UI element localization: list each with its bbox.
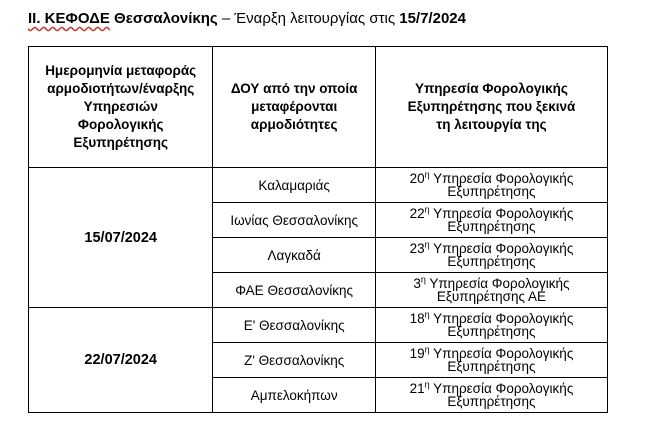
table-row bbox=[29, 168, 608, 203]
transfer-date-cell: 22/07/2024 bbox=[29, 308, 213, 413]
header-service-column: Υπηρεσία Φορολογικής Εξυπηρέτησης που ξεκινά τη λειτουργία της bbox=[375, 47, 607, 168]
heading-date: 15/7/2024 bbox=[399, 10, 466, 27]
dou-cell: Αμπελοκήπων bbox=[213, 378, 376, 413]
document-heading bbox=[28, 10, 466, 27]
service-cell: $20^\eta$ Υπηρεσία Φορολογικής Εξυπηρέτησης bbox=[375, 168, 607, 203]
dou-cell: Ιωνίας Θεσσαλονίκης bbox=[213, 203, 376, 238]
dou-cell: Ε' Θεσσαλονίκης bbox=[213, 308, 376, 343]
dou-cell: Λαγκαδά bbox=[213, 238, 376, 273]
heading-middle: – Έναρξη λειτουργίας στις bbox=[217, 10, 400, 27]
header-dou-column: ΔΟΥ από την οποία μεταφέρονται αρμοδιότητες bbox=[213, 47, 376, 168]
service-cell: $18^\eta$ Υπηρεσία Φορολογικής Εξυπηρέτησης bbox=[375, 308, 607, 343]
header-row bbox=[29, 47, 608, 168]
service-cell: $19^\eta$ Υπηρεσία Φορολογικής Εξυπηρέτησης bbox=[375, 343, 607, 378]
table-row bbox=[29, 308, 608, 343]
transfer-table bbox=[28, 46, 608, 413]
service-cell: $23^\eta$ Υπηρεσία Φορολογικής Εξυπηρέτησης bbox=[375, 238, 607, 273]
heading-city: Θεσσαλονίκης bbox=[109, 10, 218, 27]
service-cell: $22^\eta$ Υπηρεσία Φορολογικής Εξυπηρέτησης bbox=[375, 203, 607, 238]
dou-cell: Καλαμαριάς bbox=[213, 168, 376, 203]
dou-cell: Ζ' Θεσσαλονίκης bbox=[213, 343, 376, 378]
transfer-date-cell: 15/07/2024 bbox=[29, 168, 213, 308]
service-cell: $21^\eta$ Υπηρεσία Φορολογικής Εξυπηρέτησης bbox=[375, 378, 607, 413]
header-date-column: Ημερομηνία μεταφοράς αρμοδιοτήτων/έναρξης Υπηρεσιών Φορολογικής Εξυπηρέτησης bbox=[29, 47, 213, 168]
heading-prefix: II. ΚΕΦΟΔΕ bbox=[28, 10, 110, 27]
dou-cell: ΦΑΕ Θεσσαλονίκης bbox=[213, 273, 376, 308]
service-cell: $3^\eta$ Υπηρεσία Φορολογικής Εξυπηρέτησης ΑΕ bbox=[375, 273, 607, 308]
